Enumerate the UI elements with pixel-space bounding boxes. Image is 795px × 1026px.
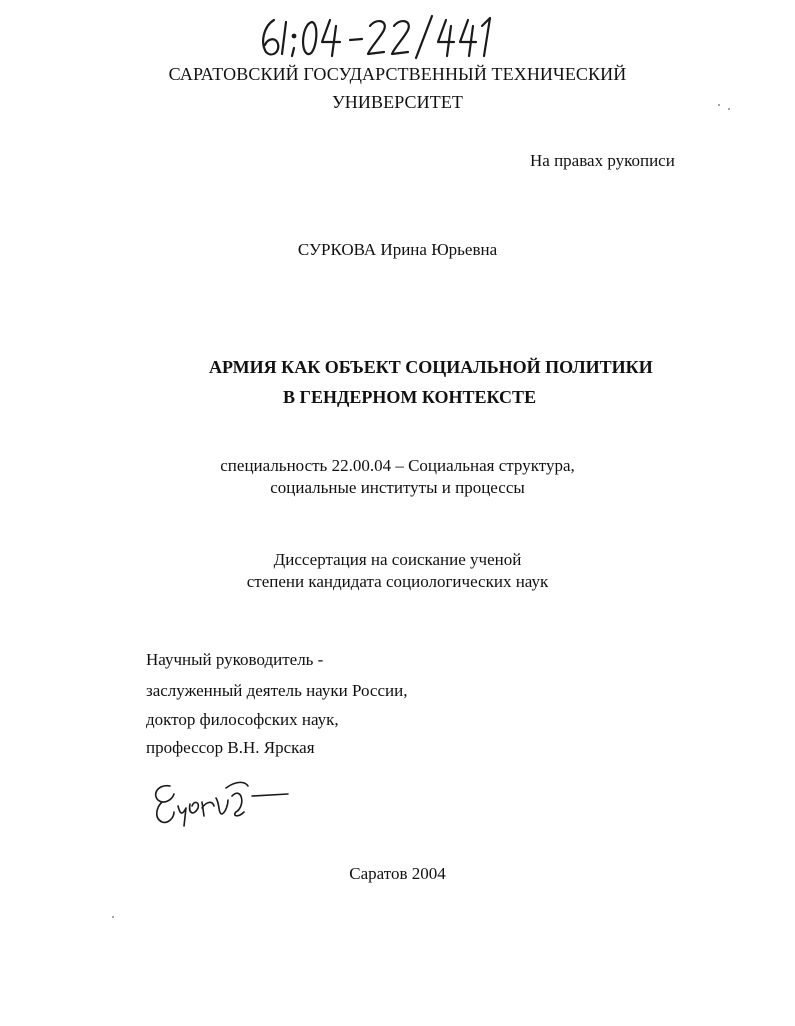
author-name: СУРКОВА Ирина Юрьевна [297, 240, 498, 259]
scan-speck [718, 104, 720, 106]
supervisor-title: заслуженный деятель науки России, [146, 681, 408, 700]
degree-line1: Диссертация на соискание ученой [273, 550, 522, 569]
manuscript-note: На правах рукописи [530, 151, 675, 170]
city-year: Саратов 2004 [349, 864, 446, 883]
supervisor-label: Научный руководитель - [146, 650, 324, 669]
handwritten-archive-code [256, 12, 506, 62]
specialty-line2: социальные институты и процессы [270, 478, 525, 497]
author-signature [148, 778, 293, 830]
thesis-title-line1: АРМИЯ КАК ОБЪЕКТ СОЦИАЛЬНОЙ ПОЛИТИКИ [209, 357, 653, 377]
supervisor-degree: доктор философских наук, [146, 710, 339, 729]
university-name-line2: УНИВЕРСИТЕТ [331, 92, 464, 112]
scan-speck [112, 916, 114, 918]
supervisor-name: профессор В.Н. Ярская [146, 738, 315, 757]
scan-speck [728, 108, 730, 110]
degree-line2: степени кандидата социологических наук [246, 572, 549, 591]
specialty-line1: специальность 22.00.04 – Социальная структура, [220, 456, 575, 475]
university-name-line1: САРАТОВСКИЙ ГОСУДАРСТВЕННЫЙ ТЕХНИЧЕСКИЙ [168, 64, 627, 84]
thesis-title-line2: В ГЕНДЕРНОМ КОНТЕКСТЕ [283, 387, 537, 407]
